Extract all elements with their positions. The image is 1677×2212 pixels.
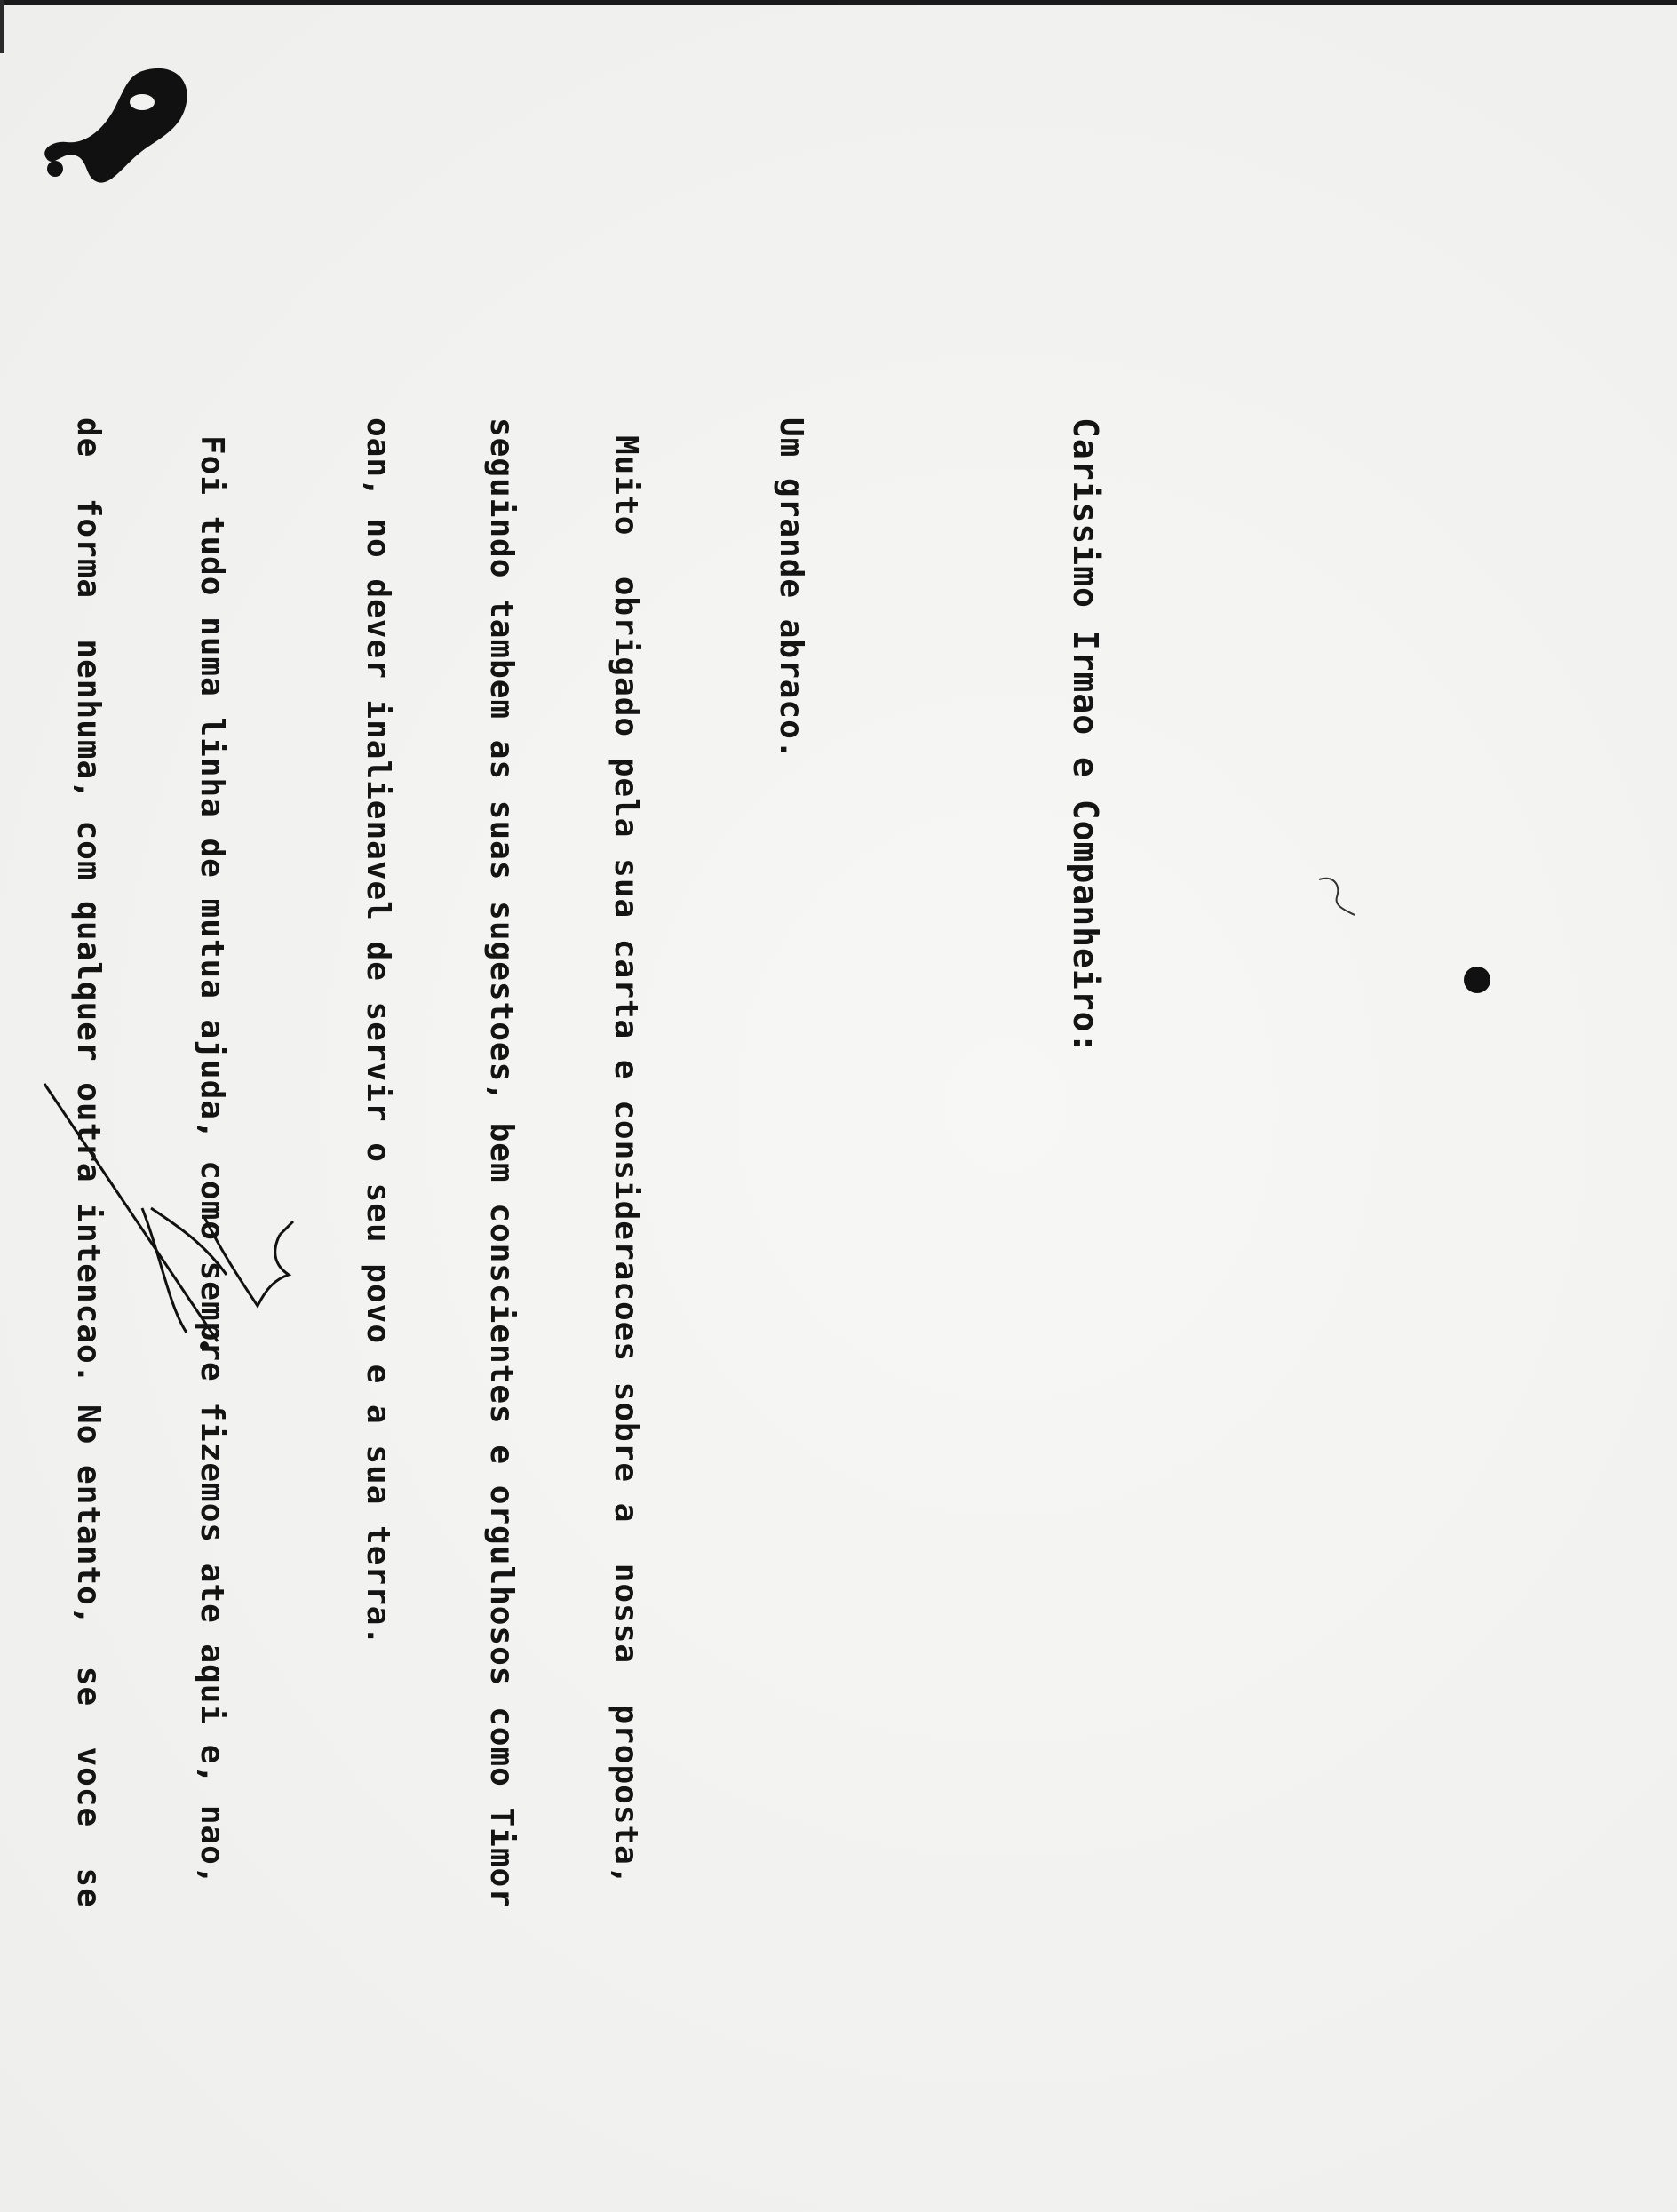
pen-mark xyxy=(1315,871,1359,924)
paragraph-2-line-2: de forma nenhuma, com qualquer outra intencao. No entanto, se voce se xyxy=(69,418,107,1908)
scan-left-edge xyxy=(0,0,4,53)
paragraph-1-line-1: Muito obrigado pela sua carta e consideracoes sobre a nossa proposta, xyxy=(607,435,644,1886)
scan-top-edge xyxy=(0,0,1677,5)
paragraph-1-line-3: oan, no dever inalienavel de servir o seu povo e a sua terra. xyxy=(359,418,396,1647)
letter-greeting: Um grande abraco. xyxy=(773,418,810,760)
letter-salutation: Carissimo Irmao e Companheiro: xyxy=(1066,418,1106,1054)
ink-dot xyxy=(1464,967,1490,993)
ink-blot-mark xyxy=(36,53,240,204)
paragraph-1-line-2: seguindo tambem as suas sugestoes, bem conscientes e orgulhosos como Timor xyxy=(483,418,521,1908)
letter-body xyxy=(0,418,1190,2070)
paragraph-2-line-1: Foi tudo numa linha de mutua ajuda, como sempre fizemos ate aqui e, nao, xyxy=(194,435,231,1886)
